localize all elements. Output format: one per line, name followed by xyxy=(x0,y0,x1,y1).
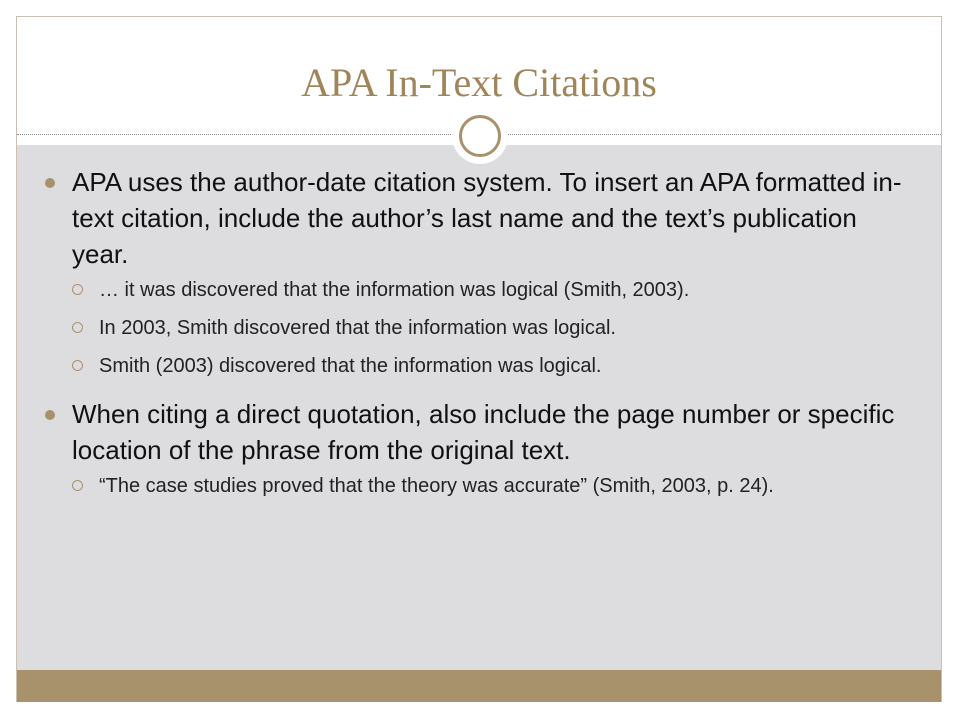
slide-content xyxy=(17,164,917,510)
bullet-dot-icon xyxy=(45,178,55,188)
sub-bullet-1-3-text: Smith (2003) discovered that the information was logical. xyxy=(99,355,602,377)
slide-title: APA In-Text Citations xyxy=(301,60,657,105)
sub-bullet-1-1 xyxy=(17,276,917,304)
sub-bullet-1-2-text: In 2003, Smith discovered that the information was logical. xyxy=(99,317,616,339)
bullet-1-text: APA uses the author-date citation system. To insert an APA formatted in-text citation, include the author’s last name and the text’s publication year. xyxy=(72,167,902,269)
sub-bullet-1-2 xyxy=(17,314,917,342)
sub-bullet-2-1 xyxy=(17,472,917,500)
bullet-2 xyxy=(17,396,917,468)
decorative-ring-icon xyxy=(459,115,501,157)
bullet-dot-icon xyxy=(45,410,55,420)
sub-bullet-ring-icon xyxy=(72,284,83,295)
bullet-2-text: When citing a direct quotation, also include the page number or specific location of the phrase from the original text. xyxy=(72,399,895,465)
sub-bullet-1-3 xyxy=(17,352,917,380)
sub-bullet-ring-icon xyxy=(72,322,83,333)
sub-bullet-ring-icon xyxy=(72,480,83,491)
bullet-1 xyxy=(17,164,917,272)
sub-bullet-2-1-text: “The case studies proved that the theory was accurate” (Smith, 2003, p. 24). xyxy=(99,475,774,497)
sub-bullet-ring-icon xyxy=(72,360,83,371)
footer-bar xyxy=(17,670,941,702)
sub-bullet-1-1-text: … it was discovered that the information was logical (Smith, 2003). xyxy=(99,279,690,301)
